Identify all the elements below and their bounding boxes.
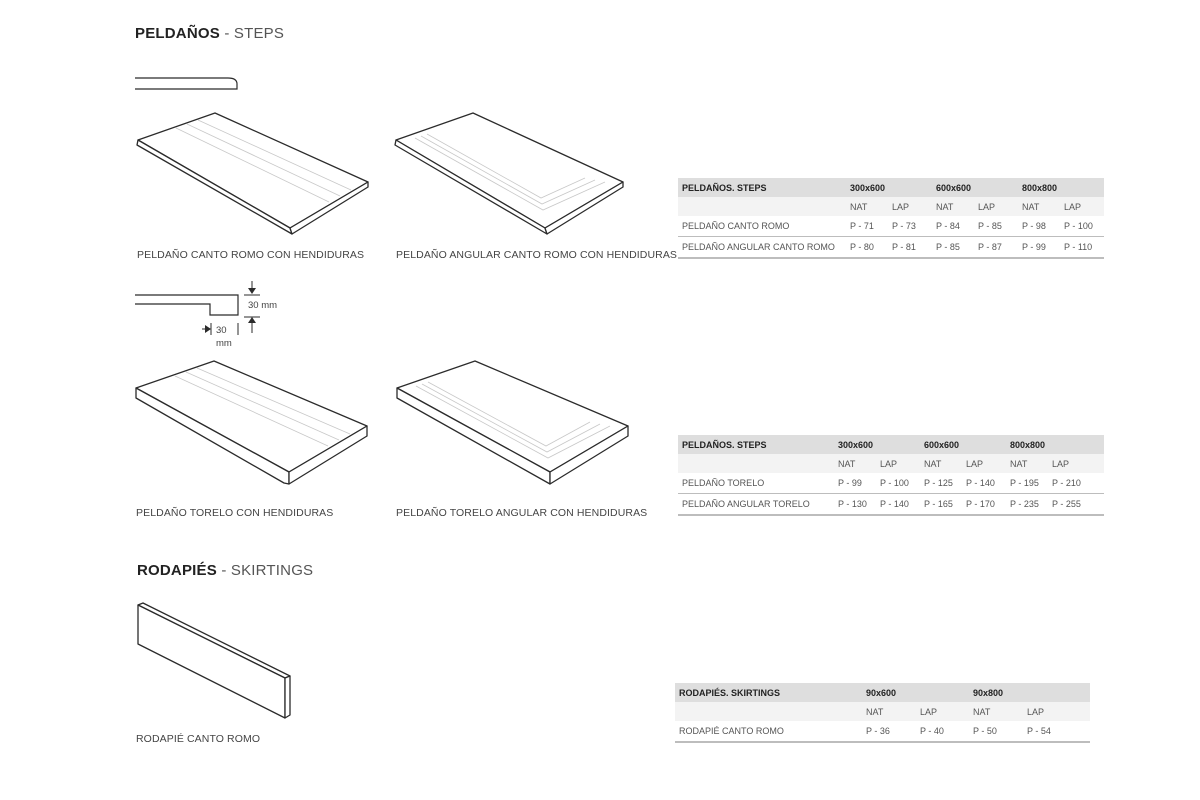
dimension-depth-label: 30 mm (248, 300, 278, 311)
finish-header: NAT (862, 702, 916, 721)
torelo-profile-icon (130, 278, 290, 348)
size-header: 800x800 (1018, 178, 1104, 197)
size-header: 90x800 (969, 683, 1090, 702)
code-cell: P - 81 (888, 237, 932, 259)
table-header-row (678, 435, 1104, 454)
caption-canto-romo: PELDAÑO CANTO ROMO CON HENDIDURAS (137, 249, 365, 261)
steps-table-2 (678, 435, 1104, 516)
peldano-angular-canto-romo-drawing (393, 110, 633, 240)
size-header: 600x600 (920, 435, 1006, 454)
finish-header: LAP (1060, 197, 1104, 216)
caption-angular-canto-romo: PELDAÑO ANGULAR CANTO ROMO CON HENDIDURAS (396, 249, 678, 261)
finish-header: NAT (932, 197, 974, 216)
finish-header-row (675, 702, 1090, 721)
peldano-torelo-drawing (133, 358, 378, 493)
code-cell: P - 210 (1048, 473, 1104, 494)
caption-rodapie: RODAPIÉ CANTO ROMO (136, 733, 261, 745)
finish-header-row (678, 454, 1104, 473)
steps-table-1 (678, 178, 1104, 259)
code-cell: P - 130 (834, 494, 876, 516)
table-title: PELDAÑOS. STEPS (678, 178, 846, 197)
peldano-canto-romo-drawing (135, 110, 375, 240)
table-title: RODAPIÉS. SKIRTINGS (675, 683, 862, 702)
rodapie-drawing (135, 600, 295, 722)
code-cell: P - 85 (974, 216, 1018, 237)
code-cell: P - 195 (1006, 473, 1048, 494)
code-cell: P - 50 (969, 721, 1023, 742)
code-cell: P - 110 (1060, 237, 1104, 259)
code-cell: P - 87 (974, 237, 1018, 259)
code-cell: P - 170 (962, 494, 1006, 516)
section-title-steps-es: PELDAÑOS (135, 25, 220, 42)
finish-header-row (678, 197, 1104, 216)
table-row (678, 494, 1104, 516)
row-name: RODAPIÉ CANTO ROMO (675, 721, 862, 742)
code-cell: P - 98 (1018, 216, 1060, 237)
table-row (678, 237, 1104, 259)
table-title: PELDAÑOS. STEPS (678, 435, 834, 454)
row-name: PELDAÑO CANTO ROMO (678, 216, 846, 237)
code-cell: P - 140 (876, 494, 920, 516)
finish-header: NAT (1018, 197, 1060, 216)
section-title-steps (135, 25, 284, 42)
code-cell: P - 40 (916, 721, 969, 742)
finish-header: LAP (1023, 702, 1090, 721)
finish-header: LAP (888, 197, 932, 216)
code-cell: P - 140 (962, 473, 1006, 494)
finish-header: NAT (834, 454, 876, 473)
peldano-torelo-angular-drawing (394, 358, 639, 493)
size-header: 90x600 (862, 683, 969, 702)
code-cell: P - 73 (888, 216, 932, 237)
finish-header: NAT (1006, 454, 1048, 473)
code-cell: P - 54 (1023, 721, 1090, 742)
canto-romo-profile-icon (130, 74, 245, 96)
size-header: 300x600 (846, 178, 932, 197)
section-title-skirtings (137, 562, 313, 579)
table-row (678, 216, 1104, 237)
section-title-steps-en: - STEPS (224, 25, 285, 42)
code-cell: P - 99 (834, 473, 876, 494)
code-cell: P - 84 (932, 216, 974, 237)
skirtings-table (675, 683, 1090, 743)
code-cell: P - 165 (920, 494, 962, 516)
code-cell: P - 80 (846, 237, 888, 259)
finish-header: NAT (920, 454, 962, 473)
code-cell: P - 100 (876, 473, 920, 494)
code-cell: P - 85 (932, 237, 974, 259)
finish-header: LAP (876, 454, 920, 473)
size-header: 300x600 (834, 435, 920, 454)
finish-header: LAP (974, 197, 1018, 216)
dimension-width-unit: mm (216, 338, 232, 349)
size-header: 600x600 (932, 178, 1018, 197)
table-row (678, 473, 1104, 494)
row-name: PELDAÑO TORELO (678, 473, 834, 494)
row-name: PELDAÑO ANGULAR TORELO (678, 494, 834, 516)
code-cell: P - 235 (1006, 494, 1048, 516)
code-cell: P - 36 (862, 721, 916, 742)
section-title-skirtings-es: RODAPIÉS (137, 562, 217, 579)
caption-torelo-angular: PELDAÑO TORELO ANGULAR CON HENDIDURAS (396, 507, 648, 519)
finish-header: LAP (962, 454, 1006, 473)
code-cell: P - 255 (1048, 494, 1104, 516)
caption-torelo: PELDAÑO TORELO CON HENDIDURAS (136, 507, 334, 519)
code-cell: P - 99 (1018, 237, 1060, 259)
dimension-width-value: 30 (216, 325, 227, 336)
code-cell: P - 100 (1060, 216, 1104, 237)
finish-header: NAT (846, 197, 888, 216)
finish-header: LAP (916, 702, 969, 721)
row-name: PELDAÑO ANGULAR CANTO ROMO (678, 237, 846, 259)
code-cell: P - 125 (920, 473, 962, 494)
code-cell: P - 71 (846, 216, 888, 237)
section-title-skirtings-en: - SKIRTINGS (221, 562, 314, 579)
table-row (675, 721, 1090, 742)
size-header: 800x800 (1006, 435, 1104, 454)
finish-header: LAP (1048, 454, 1104, 473)
finish-header: NAT (969, 702, 1023, 721)
table-header-row (675, 683, 1090, 702)
table-header-row (678, 178, 1104, 197)
